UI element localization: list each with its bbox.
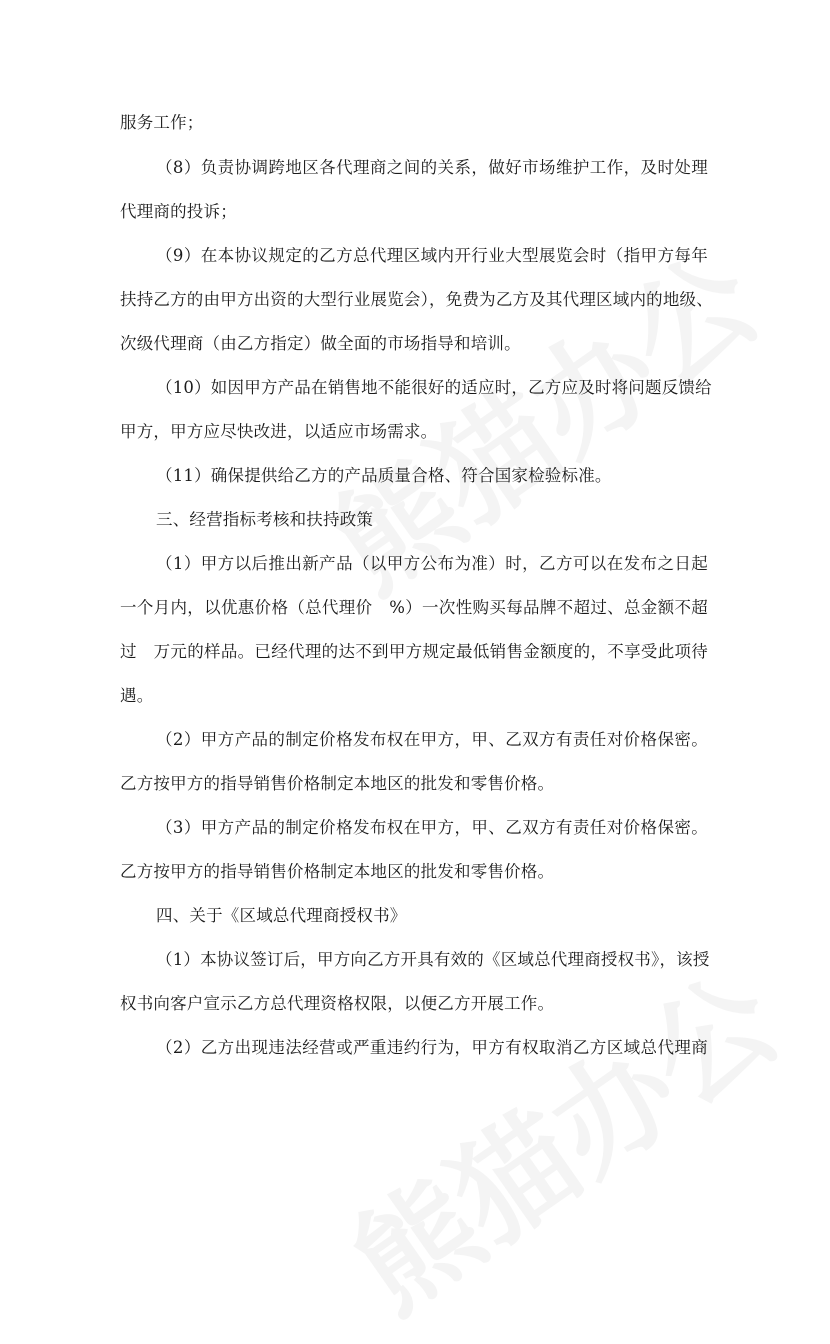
text-line: （2）乙方出现违法经营或严重违约行为，甲方有权取消乙方区域总代理商	[156, 1038, 708, 1057]
watermark	[314, 928, 806, 1344]
text-line: 乙方按甲方的指导销售价格制定本地区的批发和零售价格。	[120, 862, 555, 881]
text-line: （11）确保提供给乙方的产品质量合格、符合国家检验标准。	[156, 466, 612, 485]
section-heading: 四、关于《区域总代理商授权书》	[156, 906, 407, 925]
text-line: 遇。	[120, 686, 154, 705]
text-line: （9）在本协议规定的乙方总代理区域内开行业大型展览会时（指甲方每年	[156, 246, 708, 265]
text-line: （10）如因甲方产品在销售地不能很好的适应时，乙方应及时将问题反馈给	[156, 378, 712, 397]
text-line: （1）甲方以后推出新产品（以甲方公布为准）时，乙方可以在发布之日起	[156, 554, 708, 573]
text-line: 过 万元的样品。已经代理的达不到甲方规定最低销售金额度的，不享受此项待	[120, 642, 708, 661]
text-line: （2）甲方产品的制定价格发布权在甲方，甲、乙双方有责任对价格保密。	[156, 730, 708, 749]
text-line: （8）负责协调跨地区各代理商之间的关系，做好市场维护工作，及时处理	[156, 158, 708, 177]
text-line: 甲方，甲方应尽快改进，以适应市场需求。	[120, 422, 438, 441]
text-line: 一个月内，以优惠价格（总代理价 %）一次性购买每品牌不超过、总金额不超	[120, 598, 708, 617]
text-line: 代理商的投诉；	[120, 202, 237, 221]
text-line: 乙方按甲方的指导销售价格制定本地区的批发和零售价格。	[120, 774, 555, 793]
text-line: 扶持乙方的由甲方出资的大型行业展览会），免费为乙方及其代理区域内的地级、	[120, 290, 713, 309]
text-line: （1）本协议签订后，甲方向乙方开具有效的《区域总代理商授权书》，该授	[156, 950, 710, 969]
text-line: 权书向客户宣示乙方总代理资格权限，以便乙方开展工作。	[120, 994, 555, 1013]
text-line: 次级代理商（由乙方指定）做全面的市场指导和培训。	[120, 334, 521, 353]
section-heading: 三、经营指标考核和扶持政策	[156, 510, 374, 529]
text-line: 服务工作；	[120, 113, 204, 132]
text-line: （3）甲方产品的制定价格发布权在甲方，甲、乙双方有责任对价格保密。	[156, 818, 708, 837]
